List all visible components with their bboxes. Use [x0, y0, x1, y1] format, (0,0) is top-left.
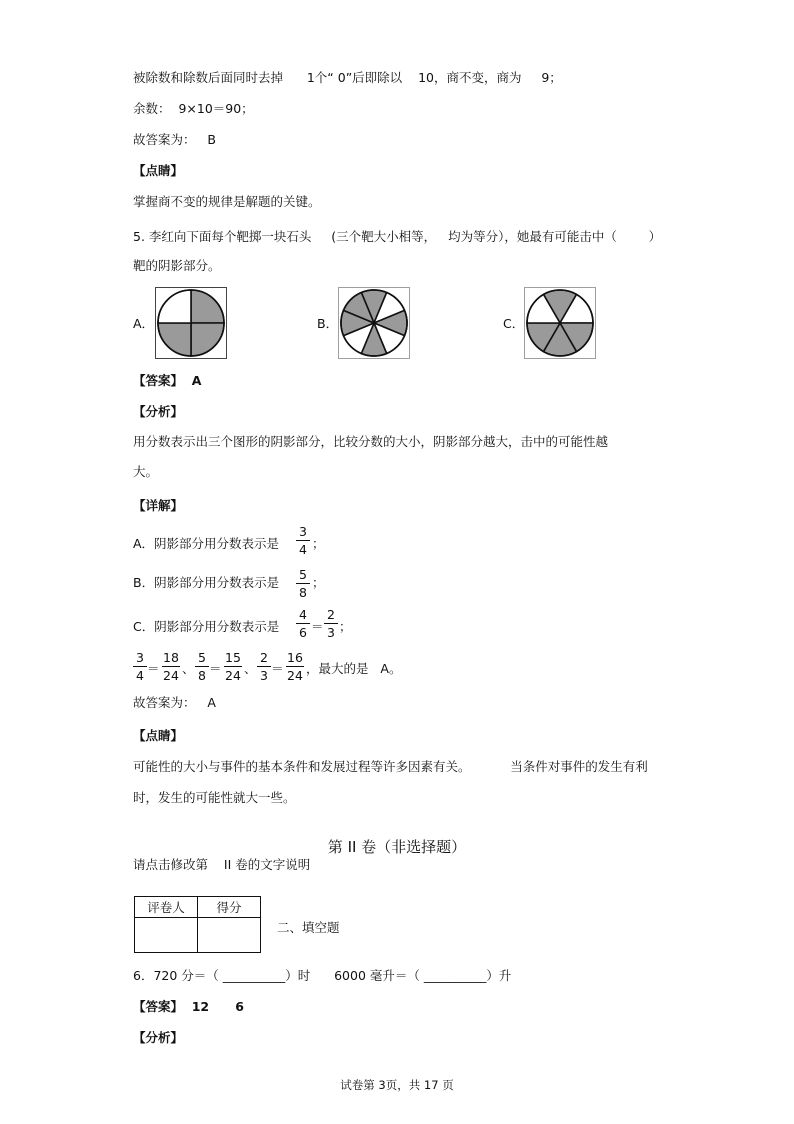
question-6-text: 6．720 分＝（ __________）时 6000 毫升＝（ __________）升 — [133, 968, 512, 983]
fraction-a: $\frac{3}{4}$ — [296, 524, 310, 557]
grader-header: 评卷人 — [135, 897, 198, 918]
question-5-text: 5. 李红向下面每个靶掷一块石头 (三个靶大小相等， 均为等分），她最有可能击中（ ） — [133, 229, 662, 244]
target-a-figure — [155, 287, 227, 359]
option-b-label: B． — [317, 316, 339, 331]
answer-6-label: 【答案】 12 6 — [133, 999, 244, 1014]
grader-table — [134, 896, 261, 953]
target-c-figure — [524, 287, 596, 359]
fraction-c1: $\frac{4}{6}$ — [296, 607, 310, 640]
fraction-r2a: $\frac{5}{8}$ — [195, 650, 209, 683]
semicolon: ； — [312, 536, 325, 551]
equals-sign: ＝ — [209, 661, 222, 676]
fraction-r1a: $\frac{3}{4}$ — [133, 650, 147, 683]
section-note: 请点击修改第 II 卷的文字说明 — [133, 857, 311, 872]
analysis-6-label: 【分析】 — [133, 1030, 184, 1045]
grader-cell — [135, 918, 198, 953]
fraction-r3b: $\frac{16}{24}$ — [287, 650, 303, 683]
text-line: 故答案为： B — [133, 132, 216, 147]
analysis-text: 用分数表示出三个图形的阴影部分，比较分数的大小，阴影部分越大，击中的可能性越 — [133, 434, 609, 449]
equals-sign: ＝ — [147, 661, 160, 676]
fraction-c2: $\frac{2}{3}$ — [324, 607, 338, 640]
section-title: 第 II 卷（非选择题） — [327, 838, 467, 856]
analysis-text: 大。 — [133, 464, 159, 479]
text-line: 余数： 9×10＝90； — [133, 101, 254, 116]
detail-c-text: C．阴影部分用分数表示是 — [133, 619, 280, 634]
fraction-r3a: $\frac{2}{3}$ — [257, 650, 271, 683]
text-line: 掌握商不变的规律是解题的关键。 — [133, 194, 321, 209]
option-c-label: C． — [503, 316, 525, 331]
tip-text: 时，发生的可能性就大一些。 — [133, 790, 296, 805]
equals-sign: ＝ — [271, 661, 284, 676]
semicolon: ； — [312, 575, 325, 590]
separator: 、 — [182, 661, 195, 676]
tip-label: 【点睛】 — [133, 728, 184, 743]
fraction-r1b: $\frac{18}{24}$ — [163, 650, 179, 683]
analysis-label: 【分析】 — [133, 404, 184, 419]
page-footer: 试卷第 3页，共 17 页 — [340, 1078, 454, 1092]
answer-label: 【答案】 A — [133, 373, 202, 388]
section-label: 【点睛】 — [133, 163, 184, 178]
part-title: 二、填空题 — [277, 920, 340, 935]
final-answer: 故答案为： A — [133, 695, 216, 710]
detail-b-text: B．阴影部分用分数表示是 — [133, 575, 280, 590]
score-cell — [198, 918, 261, 953]
text-line: 被除数和除数后面同时去掉 1个“ 0”后即除以 10，商不变，商为 9； — [133, 70, 562, 85]
fraction-r2b: $\frac{15}{24}$ — [225, 650, 241, 683]
detail-a-text: A．阴影部分用分数表示是 — [133, 536, 280, 551]
fraction-b: $\frac{5}{8}$ — [296, 567, 310, 600]
conclusion-text: ，最大的是 A。 — [306, 661, 402, 676]
semicolon: ； — [339, 619, 352, 634]
option-a-label: A． — [133, 316, 155, 331]
equals-sign: ＝ — [311, 619, 324, 634]
tip-text: 可能性的大小与事件的基本条件和发展过程等许多因素有关。 当条件对事件的发生有利 — [133, 759, 648, 774]
detail-label: 【详解】 — [133, 498, 184, 513]
target-b-figure — [338, 287, 410, 359]
separator: 、 — [244, 661, 257, 676]
score-header: 得分 — [198, 897, 261, 918]
question-5-text: 靶的阴影部分。 — [133, 258, 221, 273]
